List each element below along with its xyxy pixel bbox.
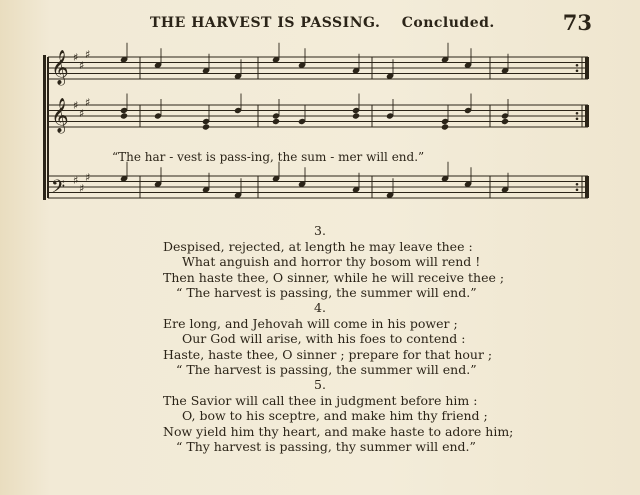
treble-clef-icon: 𝄞 bbox=[51, 49, 69, 85]
repeat-dot bbox=[576, 112, 579, 115]
verse-number: 3. bbox=[314, 223, 326, 238]
verse bbox=[0, 300, 640, 378]
page-number: 73 bbox=[562, 10, 592, 35]
music-score bbox=[0, 0, 640, 220]
verse-line: Then haste thee, O sinner, while he will receive thee ; bbox=[163, 269, 505, 285]
verse-line: “ The harvest is passing, the summer will end.” bbox=[176, 285, 477, 300]
repeat-dot bbox=[576, 64, 579, 67]
note-head bbox=[441, 123, 449, 130]
final-barline-thick bbox=[585, 105, 589, 127]
sharp-icon: ♯ bbox=[73, 98, 79, 112]
repeat-dot bbox=[576, 69, 579, 72]
verse-line: “ The harvest is passing, the summer will end.” bbox=[176, 362, 477, 377]
verse-line: “ Thy harvest is passing, thy summer will end.” bbox=[176, 439, 476, 454]
repeat-dot bbox=[576, 117, 579, 120]
verse-line: What anguish and horror thy bosom will rend ! bbox=[182, 254, 481, 269]
repeat-dot bbox=[576, 188, 579, 191]
verse-line: Haste, haste thee, O sinner ; prepare for that hour ; bbox=[163, 346, 493, 362]
verse-line: The Savior will call thee in judgment before him : bbox=[163, 392, 478, 408]
sharp-icon: ♯ bbox=[85, 48, 91, 62]
verse-line: Ere long, and Jehovah will come in his power ; bbox=[163, 315, 458, 331]
note-head bbox=[202, 123, 210, 130]
staff-system bbox=[43, 43, 589, 202]
note-head bbox=[272, 118, 280, 125]
system-bracket bbox=[43, 55, 46, 200]
sharp-icon: ♯ bbox=[79, 59, 85, 73]
sharp-icon: ♯ bbox=[85, 171, 91, 184]
verse-line: Our God will arise, with his foes to contend : bbox=[182, 331, 466, 346]
final-barline-thick bbox=[585, 176, 589, 198]
verse-number: 4. bbox=[314, 300, 326, 315]
verse bbox=[0, 223, 640, 301]
sharp-icon: ♯ bbox=[79, 107, 85, 121]
final-barline-thick bbox=[585, 57, 589, 79]
note-head bbox=[352, 112, 360, 119]
treble-clef-icon: 𝄞 bbox=[51, 97, 69, 133]
bass-clef-icon: 𝄢 bbox=[51, 176, 66, 202]
repeat-dot bbox=[576, 183, 579, 186]
note-head bbox=[501, 118, 509, 125]
verse-line: Despised, rejected, at length he may leave thee : bbox=[163, 238, 473, 254]
sharp-icon: ♯ bbox=[73, 173, 79, 187]
verse-number: 5. bbox=[314, 377, 326, 392]
verse-line: Now yield him thy heart, and make haste to adore him; bbox=[163, 423, 514, 439]
note-head bbox=[120, 112, 128, 119]
sharp-icon: ♯ bbox=[85, 96, 91, 110]
lyric-line: “The har - vest is pass-ing, the sum - mer will end.” bbox=[112, 150, 425, 164]
hymn-title: THE HARVEST IS PASSING. bbox=[150, 15, 381, 31]
concluded-label: Concluded. bbox=[401, 15, 495, 31]
sharp-icon: ♯ bbox=[73, 50, 79, 64]
verse-line: O, bow to his sceptre, and make him thy friend ; bbox=[182, 408, 488, 423]
verse bbox=[0, 377, 640, 455]
sharp-icon: ♯ bbox=[79, 182, 85, 195]
